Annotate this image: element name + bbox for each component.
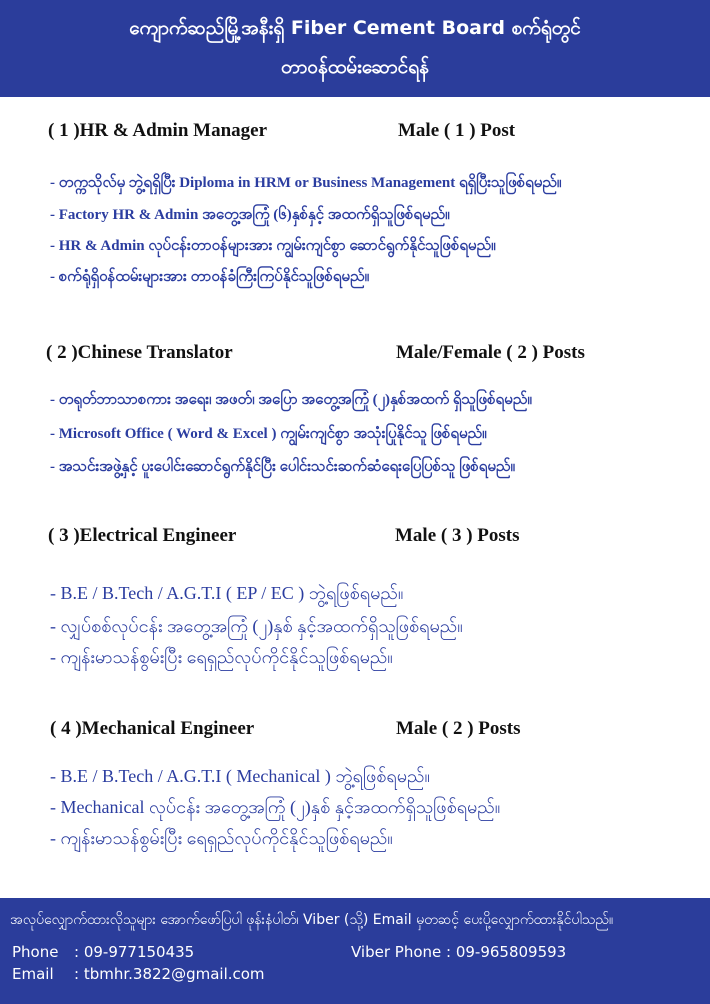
requirement-item: - တရုတ်ဘာသာစကား အရေး၊ အဖတ်၊ အပြော အတွေ့အကြုံ (၂)နှစ်အထက် ရှိသူဖြစ်ရမည်။	[50, 392, 532, 408]
job-title: ( 4 )Mechanical Engineer	[50, 718, 255, 739]
job-posts: Male ( 2 ) Posts	[396, 718, 521, 739]
phone-number[interactable]: : 09-977150435	[74, 943, 195, 961]
requirement-item: - HR & Admin လုပ်ငန်းတာဝန်များအား ကျွမ်းကျင်စွာ ဆောင်ရွက်နိုင်သူဖြစ်ရမည်။	[50, 238, 496, 254]
email-label: Email	[12, 965, 54, 983]
header-banner	[0, 0, 710, 97]
apply-instructions: အလုပ်လျှောက်ထားလိုသူများ အောက်ဖော်ပြပါ ဖုန်းနံပါတ်၊ Viber (သို့) Email မှတဆင့် ပေးပို့လျှောက်ထားနိုင်ပါသည်။	[10, 912, 614, 928]
requirement-item: - တက္ကသိုလ်မှ ဘွဲ့ရရှိပြီး Diploma in HRM or Business Management ရရှိပြီးသူဖြစ်ရမည်။	[50, 175, 562, 191]
header-title: ကျောက်ဆည်မြို့အနီးရှိ Fiber Cement Board စက်ရုံတွင်	[129, 17, 581, 39]
job-posts: Male ( 3 ) Posts	[395, 525, 520, 546]
job-posts: Male/Female ( 2 ) Posts	[396, 342, 585, 363]
requirement-item: - ကျန်းမာသန်စွမ်းပြီး ရေရှည်လုပ်ကိုင်နိုင်သူဖြစ်ရမည်။	[50, 828, 393, 848]
phone-contact	[12, 943, 194, 961]
viber-phone[interactable]: Viber Phone : 09-965809593	[351, 943, 567, 961]
requirement-item: - ကျန်းမာသန်စွမ်းပြီး ရေရှည်လုပ်ကိုင်နိုင်သူဖြစ်ရမည်။	[50, 647, 393, 667]
requirement-item: - စက်ရုံရှိဝန်ထမ်းများအား တာဝန်ခံကြီးကြပ်နိုင်သူဖြစ်ရမည်။	[50, 269, 370, 285]
footer-contact-banner	[0, 898, 710, 1004]
email-contact	[12, 965, 265, 983]
requirement-item: - Mechanical လုပ်ငန်း အတွေ့အကြုံ (၂)နှစ် နှင့်အထက်ရှိသူဖြစ်ရမည်။	[50, 797, 501, 817]
job-title: ( 2 )Chinese Translator	[46, 342, 233, 363]
requirement-item: - အသင်းအဖွဲ့နှင့် ပူးပေါင်းဆောင်ရွက်နိုင်ပြီး ပေါင်းသင်းဆက်ဆံရေးပြေပြစ်သူ ဖြစ်ရမည်။	[50, 459, 515, 475]
requirement-item: - လျှပ်စစ်လုပ်ငန်း အတွေ့အကြုံ (၂)နှစ် နှင့်အထက်ရှိသူဖြစ်ရမည်။	[50, 616, 463, 636]
header-subtitle: တာဝန်ထမ်းဆောင်ရန်	[281, 56, 429, 78]
job-title: ( 1 )HR & Admin Manager	[48, 120, 268, 141]
requirement-item: - Factory HR & Admin အတွေ့အကြုံ (၆)နှစ်နှင့် အထက်ရှိသူဖြစ်ရမည်။	[50, 207, 450, 223]
job-posts: Male ( 1 ) Post	[398, 120, 516, 141]
phone-label: Phone	[12, 943, 59, 961]
email-address[interactable]: : tbmhr.3822@gmail.com	[74, 965, 265, 983]
requirement-item: - Microsoft Office ( Word & Excel ) ကျွမ်းကျင်စွာ အသုံးပြုနိုင်သူ ဖြစ်ရမည်။	[50, 426, 487, 442]
requirement-item: - B.E / B.Tech / A.G.T.I ( EP / EC ) ဘွဲ့ရဖြစ်ရမည်။	[50, 583, 404, 603]
job-title: ( 3 )Electrical Engineer	[48, 525, 237, 546]
requirement-item: - B.E / B.Tech / A.G.T.I ( Mechanical ) ဘွဲ့ရဖြစ်ရမည်။	[50, 766, 430, 786]
